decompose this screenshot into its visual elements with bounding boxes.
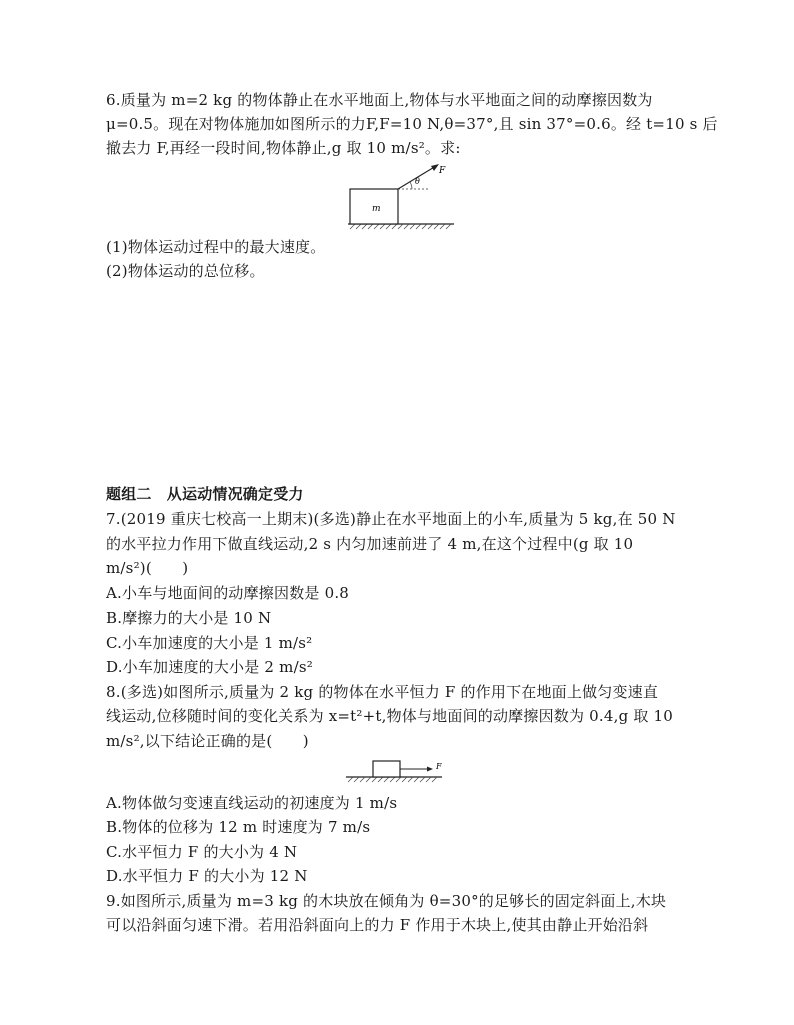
q6-angle-label: θ [415,177,420,186]
q8-option-c: C.水平恒力 F 的大小为 4 N [106,843,298,861]
q7-option-c: C.小车加速度的大小是 1 m/s² [106,634,313,652]
q7-stem-line-3: m/s²)( ) [106,559,189,577]
q6-stem-line-3: 撤去力 F,再经一段时间,物体静止,g 取 10 m/s²。求: [106,139,461,157]
q7-stem-line-1: 7.(2019 重庆七校高一上期末)(多选)静止在水平地面上的小车,质量为 5 kg,在 50 N [106,510,676,528]
q6-sub-question-2: (2)物体运动的总位移。 [106,262,265,280]
q8-stem-line-2: 线运动,位移随时间的变化关系为 x=t²+t,物体与地面间的动摩擦因数为 0.4,g 取 10 [106,707,673,725]
group-2-heading: 题组二 从运动情况确定受力 [106,485,304,503]
q7-stem-line-2: 的水平拉力作用下做直线运动,2 s 内匀加速前进了 4 m,在这个过程中(g 取 10 [106,535,634,553]
q7-option-d: D.小车加速度的大小是 2 m/s² [106,658,313,676]
q8-ground-hatch [348,777,437,782]
q8-option-d: D.水平恒力 F 的大小为 12 N [106,867,308,885]
q6-ground-hatch [350,224,451,229]
q6-stem-line-2: μ=0.5。现在对物体施加如图所示的力F,F=10 N,θ=37°,且 sin 37°=0.6。经 t=10 s 后 [106,115,718,133]
q6-mass-label: m [372,204,381,214]
q9-stem-line-2: 可以沿斜面匀速下滑。若用沿斜面向上的力 F 作用于木块上,使其由静止开始沿斜 [106,916,649,934]
q8-figure [344,756,448,784]
q8-stem-line-3: m/s²,以下结论正确的是( ) [106,732,309,750]
q6-force-label: F [439,166,446,176]
q7-option-a: A.小车与地面间的动摩擦因数是 0.8 [106,584,350,602]
q9-stem-line-1: 9.如图所示,质量为 m=3 kg 的木块放在倾角为 θ=30°的足够长的固定斜面上,木块 [106,892,667,910]
q8-block [373,761,400,777]
q6-arrowhead [431,164,439,171]
q6-stem-line-1: 6.质量为 m=2 kg 的物体静止在水平地面上,物体与水平地面之间的动摩擦因数为 [106,91,653,109]
q6-angle-arc [410,182,412,189]
q8-option-a: A.物体做匀变速直线运动的初速度为 1 m/s [106,794,398,812]
q7-option-b: B.摩擦力的大小是 10 N [106,609,272,627]
q8-stem-line-1: 8.(多选)如图所示,质量为 2 kg 的物体在水平恒力 F 的作用下在地面上做匀变速直 [106,683,659,701]
q8-option-b: B.物体的位移为 12 m 时速度为 7 m/s [106,818,371,836]
q6-sub-question-1: (1)物体运动过程中的最大速度。 [106,238,326,256]
q8-force-label: F [436,762,442,771]
q6-figure [336,160,466,232]
q8-arrowhead [427,767,433,772]
